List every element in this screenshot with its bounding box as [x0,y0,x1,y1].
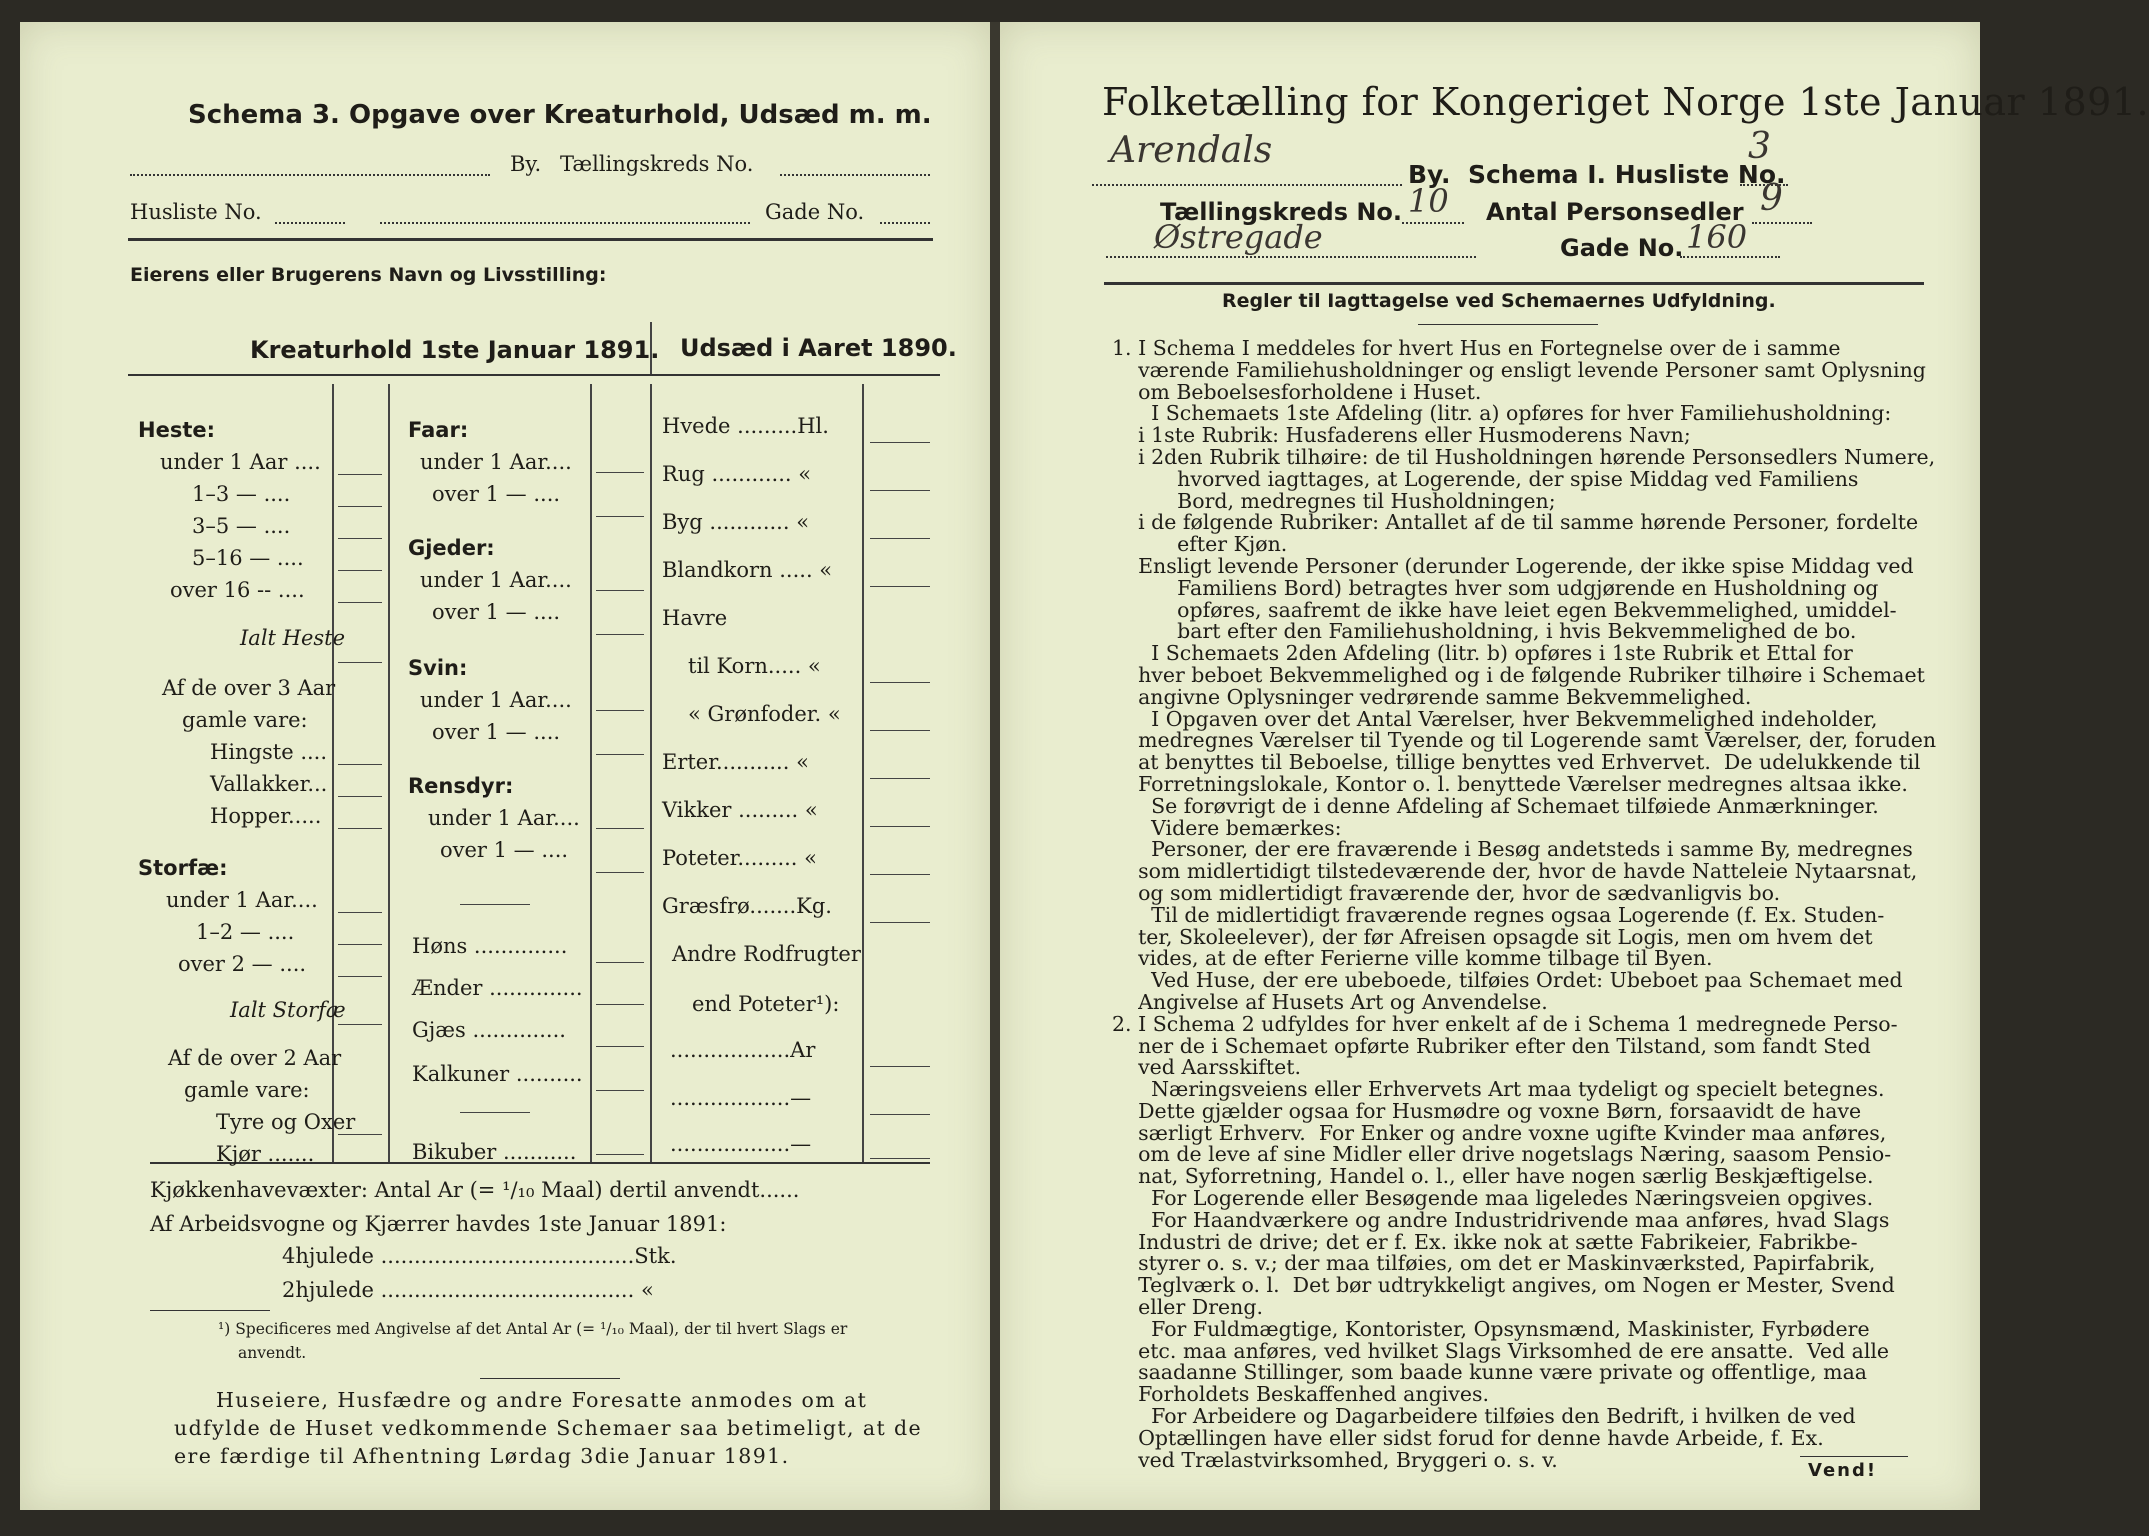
crop-row: ..................Ar [670,1038,816,1062]
answer-blank[interactable] [870,730,930,731]
col-line-5 [862,384,864,1164]
row-label: Af de over 2 Aar [168,1046,342,1070]
answer-blank[interactable] [338,976,382,977]
row-label: 3–5 — .... [192,514,291,538]
gjeder-label: Gjeder: [408,536,495,560]
answer-blank[interactable] [870,1114,930,1115]
answer-blank[interactable] [338,474,382,475]
answer-blank[interactable] [870,826,930,827]
closing-2: udfylde de Huset vedkommende Schemaer saa betimeligt, at de [174,1416,923,1440]
row-label: over 1 — .... [432,720,561,744]
answer-blank[interactable] [870,490,930,491]
row-label: Gjæs .............. [412,1018,566,1042]
answer-blank[interactable] [596,754,644,755]
kreds-label: Tællingskreds No. [560,152,754,176]
crop-row: « Grønfoder. « [688,702,841,726]
answer-blank[interactable] [596,472,644,473]
row-label: gamle vare: [184,1078,310,1102]
vend-text: Vend! [1808,1460,1878,1481]
antal-label: Antal Personsedler [1486,198,1744,226]
answer-blank[interactable] [338,506,382,507]
crop-row: ..................— [670,1086,812,1110]
crop-row: til Korn..... « [688,654,821,678]
by-field[interactable] [130,174,490,176]
svin-label: Svin: [408,656,468,680]
answer-blank[interactable] [870,778,930,779]
row-label: Vallakker... [210,772,328,796]
header-rule [1104,282,1924,285]
crop-row: Poteter......... « [662,846,817,870]
footnote-1: ¹) Specificeres med Angivelse af det Antal Ar (= ¹/₁₀ Maal), der til hvert Slags er [218,1320,848,1338]
answer-blank[interactable] [596,1046,644,1047]
answer-blank[interactable] [596,1154,644,1155]
by-label: By. [1408,160,1451,189]
answer-blank[interactable] [870,586,930,587]
kreds-field[interactable] [780,174,930,176]
table-top-rule-right [648,374,940,376]
answer-blank[interactable] [338,828,382,829]
row-label: under 1 Aar.... [420,688,572,712]
col-line-3 [590,384,592,1164]
storfae-label: Storfæ: [138,856,228,880]
answer-blank[interactable] [338,602,382,603]
crop-row: Blandkorn ..... « [662,558,833,582]
husliste-field[interactable] [275,222,345,224]
answer-blank[interactable] [596,828,644,829]
row-label: under 1 Aar.... [428,806,580,830]
schema1-label: Schema I. Husliste No. [1468,160,1786,189]
header-divider [650,322,652,374]
census-title: Folketælling for Kongeriget Norge 1ste Januar 1891. [1102,80,2149,124]
hjul2-line: 2hjulede ...................................... « [282,1278,654,1302]
left-page [20,22,990,1510]
answer-blank[interactable] [338,764,382,765]
row-label: Høns .............. [412,934,568,958]
row-label: under 1 Aar.... [420,568,572,592]
answer-blank[interactable] [596,962,644,963]
crop-row: Havre [662,606,728,630]
separator [460,904,530,905]
crop-row: Græsfrø.......Kg. [662,894,832,918]
crop-row: ..................— [670,1132,812,1156]
ialt-heste: Ialt Heste [240,626,346,650]
crop-row: Vikker ......... « [662,798,818,822]
rules-text: 1. I Schema I meddeles for hvert Hus en Fortegnelse over de i samme værende Familiehusholdninger og ensligt levende Personer samt Oplysning om Beboelsesforholdene i Huset. I Schemaets 1ste Afdeling (litr. a) opføres for hver Familiehusholdning: i 1ste Rubrik: Husfaderens eller Husmoderens Navn; i 2den Rubrik tilhøire: de til Husholdningen hørende Personsedlers Numere, hvorved iagttages, at Logerende, der spise Middag ved Familiens Bord, medregnes til Husholdningen; i de følgende Rubriker: Antallet af de til samme hørende Personer, fordelte efter Kjøn. Ensligt levende Personer (derunder Logerende, der ikke spise Middag ved Familiens Bord) betragtes hver som udgjørende en Husholdning og opføres, saafremt de ikke have leiet egen Bekvemmelighed, umiddel- bart efter den Familiehusholdning, i hvis Bekvemmelighed de bo. I Schemaets 2den Afdeling (litr. b) opføres i 1ste Rubrik et Ettal for hver beboet Bekvemmelighed og i de følgende Rubriker tilhøire i Schemaet angivne Oplysninger vedrørende samme Bekvemmelighed. I Opgaven over det Antal Værelser, hver Bekvemmelighed indeholder, medregnes Værelser til Tyende og til Logerende samt Værelser, der, foruden at benyttes til Beboelse, tillige benyttes ved Erhvervet. De udelukkende til Forretningslokale, Kontor o. l. benyttede Værelser medregnes altsaa ikke. Se forøvrigt de i denne Afdeling af Schemaet tilføiede Anmærkninger. Videre bemærkes: Personer, der ere fraværende i Besøg andetsteds i samme By, medregnes som midlertidigt tilstedeværende der, hvor de havde Natteleie Nytaarsnat, og som midlertidigt fraværende der, hvor de sædvanligvis bo. Til de midlertidigt fraværende regnes ogsaa Logerende (f. Ex. Studen- ter, Skoleelever), der før Afreisen opsagde sit Logis, men om hvem det vides, at de efter Ferierne ville komme tilbage til Byen. Ved Huse, der ere ubeboede, tilføies Ordet: Ubeboet paa Schemaet med Angivelse af Husets Art og Anvendelse. 2. I Schema 2 udfyldes for hver enkelt af de i Schema 1 medregnede Perso- ner de i Schemaet opførte Rubriker efter den Tilstand, som fandt Sted ved Aarsskiftet. Næringsveiens eller Erhvervets Art maa tydeligt og specielt betegnes. Dette gjælder ogsaa for Husmødre og voxne Børn, forsaavidt de have særligt Erhverv. For Enker og andre voxne ugifte Kvinder maa anføres, om de leve af sine Midler eller drive nogetslags Næring, saasom Pensio- nat, Syforretning, Handel o. l., eller have nogen særlig Beskjæftigelse. For Logerende eller Besøgende maa ligeledes Næringsveien opgives. For Haandværkere og andre Industridrivende maa anføres, hvad Slags Industri de drive; det er f. Ex. ikke nok at sætte Fabrikeier, Fabrikbe- styrer o. s. v.; der maa tilføies, om det er Maskinværksted, Papirfabrik, Teglværk o. l. Det bør udtrykkeligt angives, om Nogen er Mester, Svend eller Dreng. For Fuldmægtige, Kontorister, Opsynsmænd, Maskinister, Fyrbødere etc. maa anføres, ved hvilket Slags Virksomhed de ere ansatte. Ved alle saadanne Stillinger, som baade kunne være private og offentlige, maa Forholdets Beskaffenhed angives. For Arbeidere og Dagarbeidere tilføies den Bedrift, i hvilken de ved Optællingen have eller sidst forud for denne havde Arbeide, f. Ex. ved Trælastvirksomhed, Bryggeri o. s. v. [1112,336,1937,1472]
crop-row: end Poteter¹): [692,992,840,1016]
answer-blank[interactable] [596,1090,644,1091]
row-label: under 1 Aar.... [420,450,572,474]
answer-blank[interactable] [870,1158,930,1159]
answer-blank[interactable] [338,538,382,539]
answer-blank[interactable] [338,662,382,663]
ialt-storfae: Ialt Storfæ [230,998,346,1022]
heste-label: Heste: [138,418,215,442]
row-label: under 1 Aar .... [160,450,321,474]
table-top-rule-left [128,374,663,376]
answer-blank[interactable] [338,796,382,797]
crop-row: Erter........... « [662,750,809,774]
row-label: Tyre og Oxer [216,1110,356,1134]
row-label: over 16 -- .... [170,578,305,602]
book-gutter [990,22,1000,1510]
answer-blank[interactable] [870,922,930,923]
hjul4-line: 4hjulede ......................................Stk. [282,1244,677,1268]
row-label: over 2 — .... [178,952,307,976]
crop-row: Byg ............ « [662,510,810,534]
antal-field[interactable] [1752,222,1812,224]
row-label: over 1 — .... [432,600,561,624]
kreds-label: Tællingskreds No. [1160,198,1403,226]
answer-blank[interactable] [870,442,930,443]
answer-blank[interactable] [870,538,930,539]
footnote-rule [150,1310,270,1311]
answer-blank[interactable] [596,872,644,873]
footnote-2: anvendt. [238,1344,307,1362]
hw-by: Arendals [1110,130,1273,171]
closing-rule [480,1378,620,1379]
hw-husliste: 3 [1748,126,1771,167]
crop-row: Hvede .........Hl. [662,414,829,438]
rensdyr-label: Rensdyr: [408,774,514,798]
row-label: gamle vare: [182,708,308,732]
answer-blank[interactable] [338,944,382,945]
eier-label: Eierens eller Brugerens Navn og Livsstilling: [130,264,607,286]
crop-row: Andre Rodfrugter [672,942,861,966]
row-label: Kalkuner .......... [412,1062,583,1086]
row-label: 1–2 — .... [196,920,295,944]
row-label: Hingste .... [210,740,328,764]
answer-blank[interactable] [338,1024,382,1025]
answer-blank[interactable] [338,912,382,913]
row-label: 5–16 — .... [192,546,304,570]
answer-blank[interactable] [596,516,644,517]
row-label: over 1 — .... [432,482,561,506]
answer-blank[interactable] [870,1066,930,1067]
hw-antal: 9 [1760,178,1783,219]
by-label: By. [510,152,542,176]
closing-3: ere færdige til Afhentning Lørdag 3die Januar 1891. [174,1444,790,1468]
gade-field[interactable] [1106,256,1476,258]
hw-gade-no: 160 [1686,218,1748,256]
col-line-2 [388,384,390,1164]
arbeid-line: Af Arbeidsvogne og Kjærrer havdes 1ste Januar 1891: [150,1212,727,1236]
crop-row: Rug ............ « [662,462,812,486]
col-line-4 [650,384,652,1164]
hw-gade: Østregade [1154,218,1323,256]
answer-blank[interactable] [596,1004,644,1005]
closing-1: Huseiere, Husfædre og andre Foresatte anmodes om at [216,1388,868,1412]
gade-label: Gade No. [765,200,865,224]
gade-field[interactable] [380,222,750,224]
gade-no-field[interactable] [880,222,930,224]
rules-title-rule [1418,324,1598,325]
vend-rule [1800,1456,1908,1457]
answer-blank[interactable] [596,590,644,591]
row-label: Hopper..... [210,804,322,828]
answer-blank[interactable] [338,570,382,571]
answer-blank[interactable] [870,682,930,683]
row-label: Bikuber ........... [412,1140,577,1164]
right-page [1000,22,2149,1510]
row-label: Kjør ....... [216,1142,315,1166]
answer-blank[interactable] [338,1134,382,1135]
answer-blank[interactable] [870,874,930,875]
row-label: under 1 Aar.... [166,888,318,912]
rules-title: Regler til Iagttagelse ved Schemaernes Udfyldning. [1222,290,1776,312]
answer-blank[interactable] [596,710,644,711]
separator [460,1112,530,1113]
row-label: over 1 — .... [440,838,569,862]
kreaturhold-header: Kreaturhold 1ste Januar 1891. [250,336,660,364]
gade-label: Gade No. [1560,234,1684,262]
husliste-label: Husliste No. [130,200,262,224]
gade-no-field[interactable] [1680,256,1780,258]
kreds-field[interactable] [1402,222,1464,224]
header-rule [128,238,933,241]
udsaed-header: Udsæd i Aaret 1890. [680,334,957,362]
hw-kreds: 10 [1408,182,1449,220]
answer-blank[interactable] [596,634,644,635]
row-label: Ænder .............. [412,976,583,1000]
kjokken-line: Kjøkkenhavevæxter: Antal Ar (= ¹/₁₀ Maal) dertil anvendt...... [150,1178,800,1202]
faar-label: Faar: [408,418,469,442]
row-label: Af de over 3 Aar [162,676,336,700]
row-label: 1–3 — .... [192,482,291,506]
schema3-title: Schema 3. Opgave over Kreaturhold, Udsæd m. m. [188,100,932,130]
by-field[interactable] [1092,184,1402,186]
